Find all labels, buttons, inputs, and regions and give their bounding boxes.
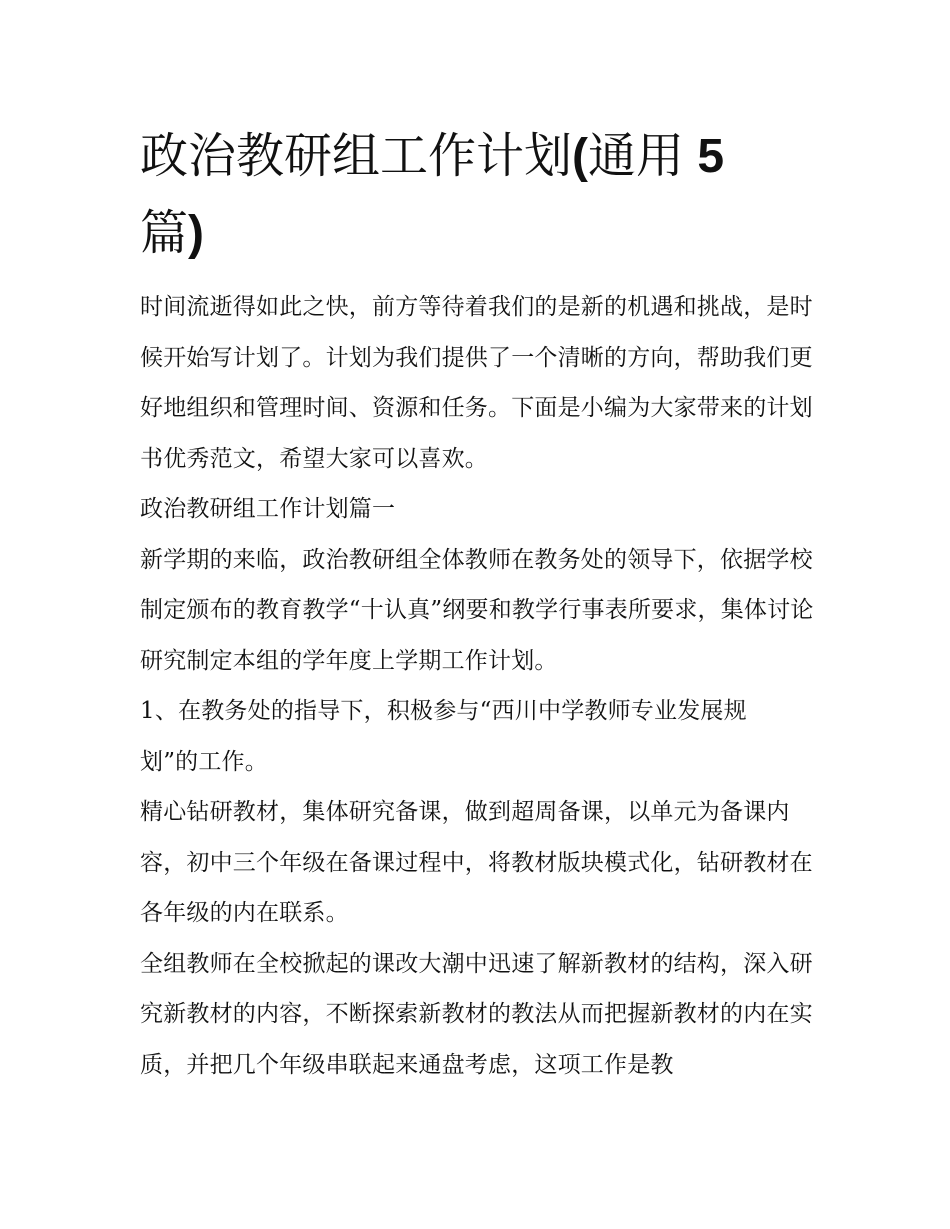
section-heading: 政治教研组工作计划篇一 xyxy=(140,496,396,522)
body-paragraph: 新学期的来临，政治教研组全体教师在教务处的领导下，依据学校制定颁布的教育教学“十认真”纲要和教学行事表所要求，集体讨论研究制定本组的学年度上学期工作计划。 xyxy=(140,546,814,674)
body-paragraph: 精心钻研教材，集体研究备课，做到超周备课，以单元为备课内容，初中三个年级在备课过程中，将教材版块模式化，钻研教材在各年级的内在联系。 xyxy=(140,799,813,926)
title-part-6: ) xyxy=(188,207,204,260)
document-body xyxy=(140,118,820,1090)
intro-paragraph: 时间流逝得如此之快，前方等待着我们的是新的机遇和挑战，是时候开始写计划了。计划为我们提供了一个清晰的方向，帮助我们更好地组织和管理时间、资源和任务。下面是小编为大家带来的计划书优秀范文，希望大家可以喜欢。 xyxy=(140,294,813,472)
title-part-1: 政治教研组工作计划 xyxy=(140,128,573,184)
title-part-4: 5 xyxy=(684,130,725,183)
list-item-1: 1、在教务处的指导下，积极参与“西川中学教师专业发展规划”的工作。 xyxy=(140,698,747,775)
title-part-5: 篇 xyxy=(140,205,189,261)
document-title xyxy=(140,118,780,272)
title-part-3: 通用 xyxy=(588,128,685,184)
title-part-2: ( xyxy=(572,130,588,183)
body-paragraph: 全组教师在全校掀起的课改大潮中迅速了解新教材的结构，深入研究新教材的内容，不断探索新教材的教法从而把握新教材的内在实质，并把几个年级串联起来通盘考虑，这项工作是教 xyxy=(140,950,813,1078)
